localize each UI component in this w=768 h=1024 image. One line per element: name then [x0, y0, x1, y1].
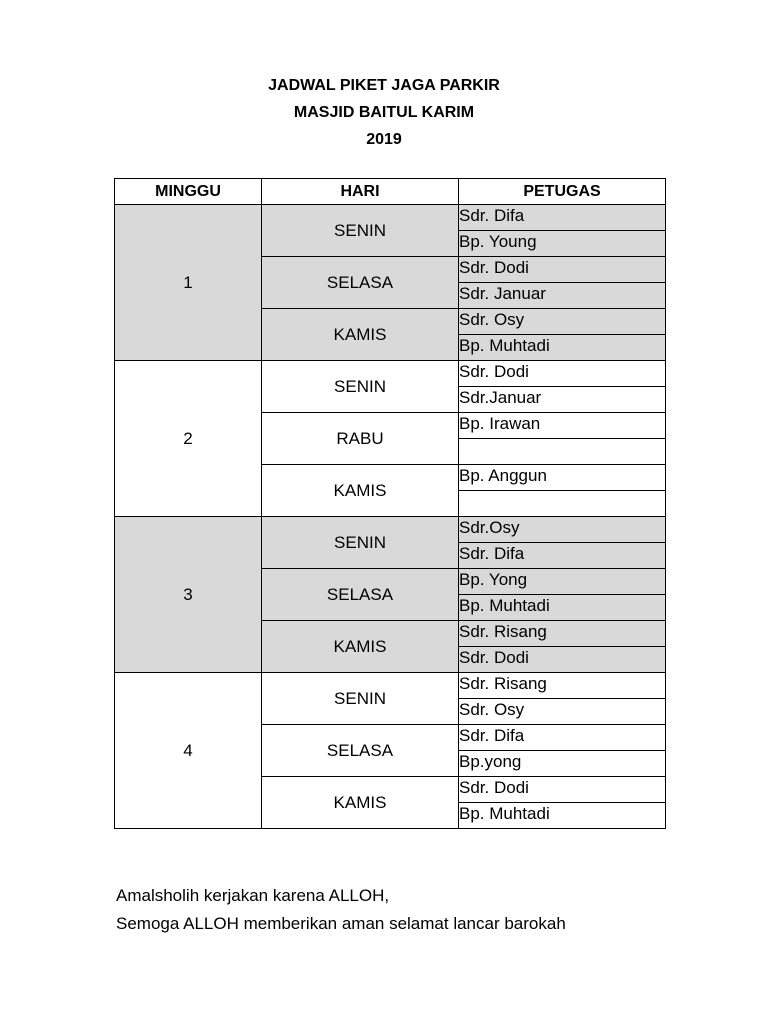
table-row: [115, 361, 666, 387]
petugas-cell: Sdr. Dodi: [459, 647, 666, 673]
petugas-cell: Bp. Muhtadi: [459, 335, 666, 361]
petugas-cell: Bp. Young: [459, 231, 666, 257]
footer-line-1: Amalsholih kerjakan karena ALLOH,: [116, 886, 390, 905]
document-title: [0, 72, 768, 153]
hari-cell: SELASA: [262, 257, 459, 309]
hari-cell: SELASA: [262, 725, 459, 777]
table-row: [115, 673, 666, 699]
title-line-3: 2019: [366, 131, 402, 148]
petugas-cell: Sdr.Osy: [459, 517, 666, 543]
petugas-cell: Bp.yong: [459, 751, 666, 777]
petugas-cell: Sdr. Dodi: [459, 257, 666, 283]
petugas-cell: [459, 439, 666, 465]
petugas-cell: [459, 491, 666, 517]
header-petugas: PETUGAS: [459, 179, 666, 205]
petugas-cell: Bp. Anggun: [459, 465, 666, 491]
schedule-table: [114, 178, 666, 829]
footer-text: [116, 882, 566, 938]
footer-line-2: Semoga ALLOH memberikan aman selamat lancar barokah: [116, 914, 566, 933]
hari-cell: RABU: [262, 413, 459, 465]
hari-cell: SENIN: [262, 205, 459, 257]
petugas-cell: Sdr. Difa: [459, 543, 666, 569]
petugas-cell: Sdr. Difa: [459, 205, 666, 231]
hari-cell: KAMIS: [262, 465, 459, 517]
petugas-cell: Sdr. Osy: [459, 309, 666, 335]
hari-cell: KAMIS: [262, 309, 459, 361]
hari-cell: SENIN: [262, 673, 459, 725]
petugas-cell: Bp. Yong: [459, 569, 666, 595]
header-row: [115, 179, 666, 205]
title-line-1: JADWAL PIKET JAGA PARKIR: [268, 77, 500, 94]
petugas-cell: Sdr. Difa: [459, 725, 666, 751]
table-row: [115, 517, 666, 543]
table-row: [115, 205, 666, 231]
header-minggu: MINGGU: [115, 179, 262, 205]
petugas-cell: Sdr. Osy: [459, 699, 666, 725]
petugas-cell: Bp. Muhtadi: [459, 595, 666, 621]
hari-cell: SELASA: [262, 569, 459, 621]
petugas-cell: Sdr. Dodi: [459, 361, 666, 387]
hari-cell: KAMIS: [262, 777, 459, 829]
hari-cell: SENIN: [262, 517, 459, 569]
petugas-cell: Bp. Irawan: [459, 413, 666, 439]
minggu-cell: 4: [115, 673, 262, 829]
hari-cell: SENIN: [262, 361, 459, 413]
petugas-cell: Sdr. Risang: [459, 673, 666, 699]
petugas-cell: Sdr.Januar: [459, 387, 666, 413]
petugas-cell: Sdr. Januar: [459, 283, 666, 309]
hari-cell: KAMIS: [262, 621, 459, 673]
minggu-cell: 3: [115, 517, 262, 673]
minggu-cell: 2: [115, 361, 262, 517]
petugas-cell: Sdr. Risang: [459, 621, 666, 647]
petugas-cell: Bp. Muhtadi: [459, 803, 666, 829]
title-line-2: MASJID BAITUL KARIM: [293, 104, 475, 121]
schedule-body: [115, 205, 666, 829]
header-hari: HARI: [262, 179, 459, 205]
minggu-cell: 1: [115, 205, 262, 361]
petugas-cell: Sdr. Dodi: [459, 777, 666, 803]
